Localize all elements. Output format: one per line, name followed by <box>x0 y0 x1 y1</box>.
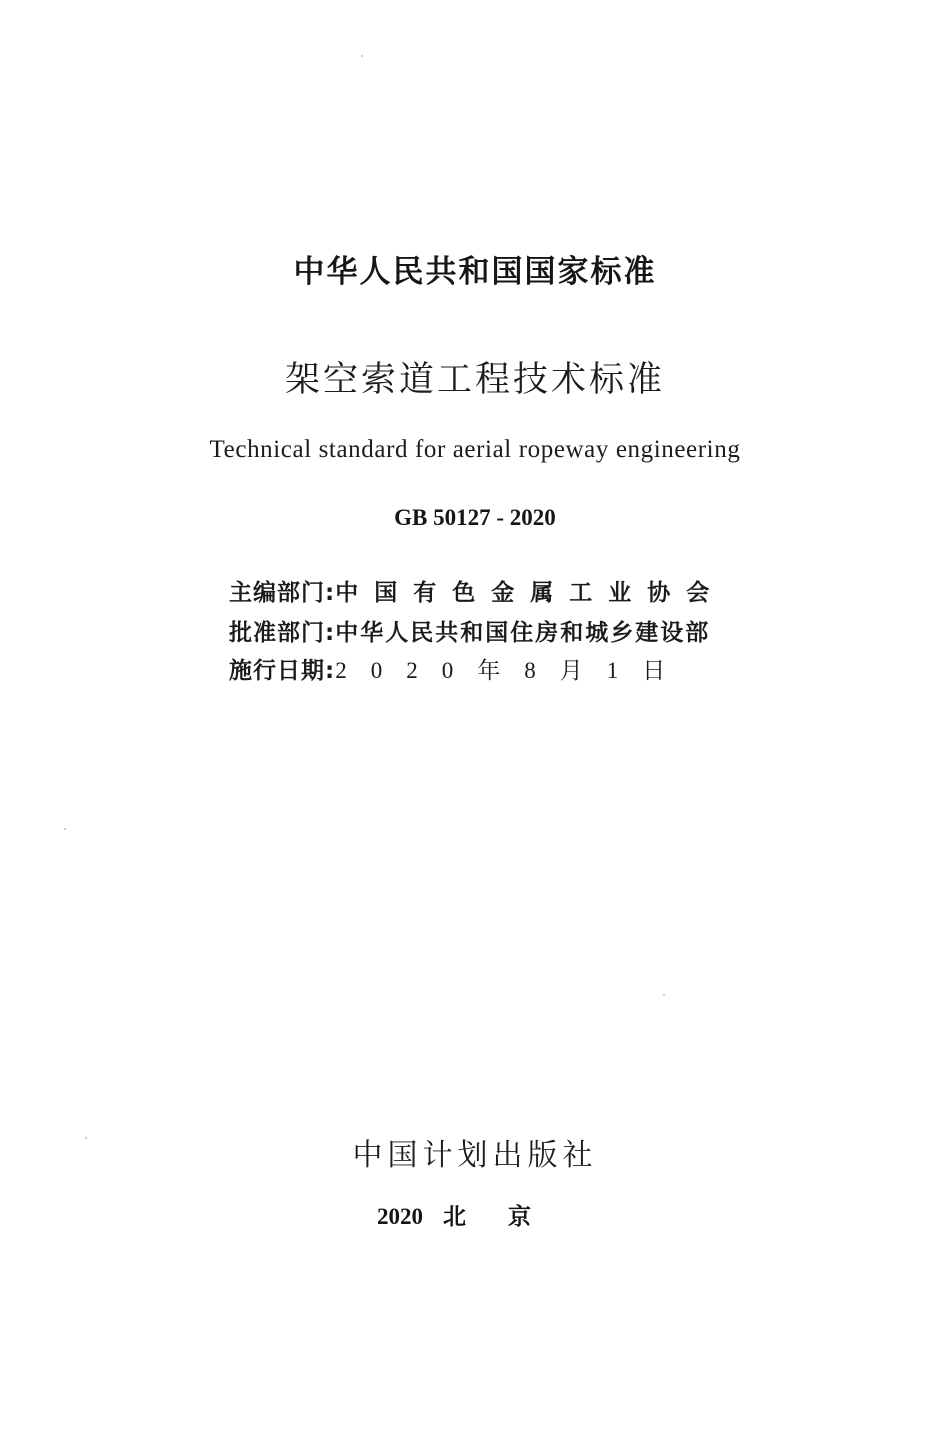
editor-department-value: 中国有色金属工业协会 <box>335 580 726 606</box>
publication-city: 北京 <box>443 1204 573 1230</box>
standard-code: GB 50127 - 2020 <box>394 505 556 530</box>
scan-speck <box>85 1137 87 1139</box>
approver-department-value: 中华人民共和国住房和城乡建设部 <box>335 620 711 646</box>
scan-speck <box>361 55 363 57</box>
editor-department-label: 主编部门: <box>229 580 336 606</box>
publisher-name: 中国计划出版社 <box>352 1138 598 1173</box>
document-title-cn: 架空索道工程技术标准 <box>284 360 665 400</box>
scan-speck <box>663 994 665 996</box>
effective-date-row <box>229 652 749 685</box>
national-standard-label: 中华人民共和国国家标准 <box>293 254 657 290</box>
approver-department-label: 批准部门: <box>229 620 336 646</box>
publication-year: 2020 <box>377 1204 423 1229</box>
editor-department-row <box>229 574 749 607</box>
effective-date-value: 2020年8月1日 <box>335 658 690 683</box>
approver-department-row <box>229 614 749 647</box>
scan-speck <box>64 828 66 830</box>
effective-date-label: 施行日期: <box>229 658 336 684</box>
publication-place <box>0 1198 950 1231</box>
document-title-en: Technical standard for aerial ropeway engineering <box>209 436 741 463</box>
